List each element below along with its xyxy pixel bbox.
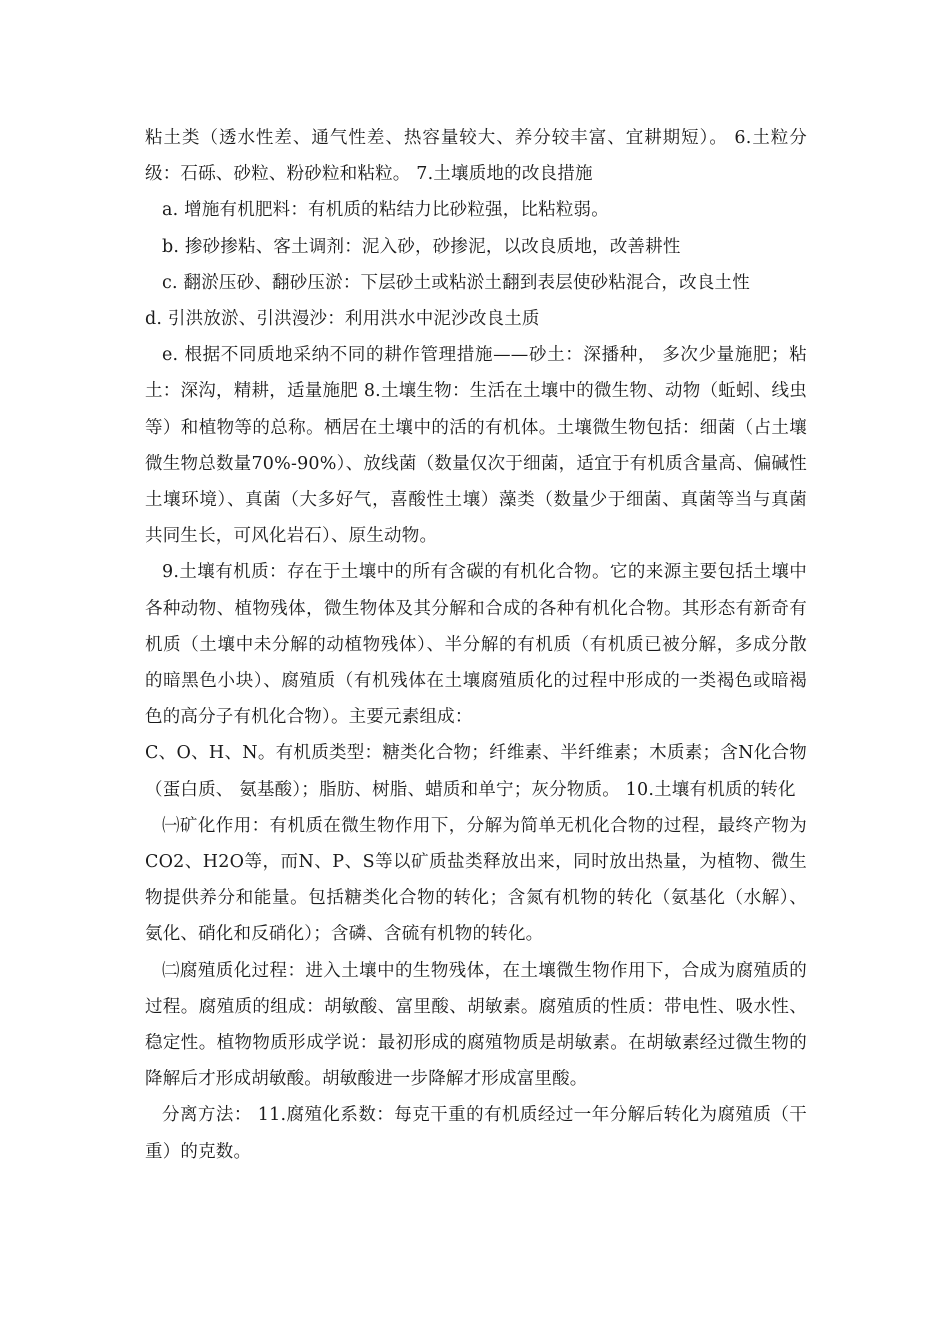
paragraph-clay-and-texture-improvement: 粘土类（透水性差、通气性差、热容量较大、养分较丰富、宜耕期短）。 6.土粒分级：石砾、砂粒、粉砂粒和粘粒。 7.土壤质地的改良措施	[145, 128, 807, 185]
paragraph-measure-b: b. 掺砂掺粘、客土调剂：泥入砂，砂掺泥，以改良质地，改善耕性	[162, 236, 681, 257]
paragraph-measure-c: c. 翻淤压砂、翻砂压淤：下层砂土或粘淤土翻到表层使砂粘混合，改良土性	[162, 272, 750, 293]
paragraph-measure-a: a. 增施有机肥料：有机质的粘结力比砂粒强，比粘粒弱。	[162, 200, 609, 221]
paragraph-measure-e-soil-organisms: e. 根据不同质地采纳不同的耕作管理措施——砂土：深播种， 多次少量施肥；粘土：深沟，精耕，适量施肥 8.土壤生物：生活在土壤中的微生物、动物（蚯蚓、线虫等）和植物等的总称。栖居在土壤中的活的有机体。土壤微生物包括：细菌（占土壤微生物总数量70%-90%）、放线菌（数量仅次于细菌，适宜于有机质含量高、偏碱性土壤环境）、真菌（大多好气，喜酸性土壤）藻类（数量少于细菌、真菌等当与真菌共同生长，可风化岩石）、原生动物。	[145, 345, 807, 547]
paragraph-measure-d: d. 引洪放淤、引洪漫沙：利用洪水中泥沙改良土质	[145, 309, 540, 330]
paragraph-mineralization: ㈠矿化作用：有机质在微生物作用下，分解为简单无机化合物的过程，最终产物为CO2、H2O等，而N、P、S等以矿质盐类释放出来，同时放出热量，为植物、微生物提供养分和能量。包括糖类化合物的转化；含氮有机物的转化（氨基化（水解）、氨化、硝化和反硝化）；含磷、含硫有机物的转化。	[145, 815, 807, 945]
paragraph-soil-organic-matter: 9.土壤有机质：存在于土壤中的所有含碳的有机化合物。它的来源主要包括土壤中各种动物、植物残体，微生物体及其分解和合成的各种有机化合物。其形态有新奇有机质（土壤中未分解的动植物残体）、半分解的有机质（有机质已被分解，多成分散的暗黑色小块）、腐殖质（有机残体在土壤腐殖质化的过程中形成的一类褐色或暗褐色的高分子有机化合物）。主要元素组成：	[145, 562, 807, 728]
paragraph-humification: ㈡腐殖质化过程：进入土壤中的生物残体，在土壤微生物作用下，合成为腐殖质的过程。腐殖质的组成：胡敏酸、富里酸、胡敏素。腐殖质的性质：带电性、吸水性、稳定性。植物物质形成学说：最初形成的腐殖物质是胡敏素。在胡敏素经过微生物的降解后才形成胡敏酸。胡敏酸进一步降解才形成富里酸。	[145, 960, 807, 1090]
document-body	[145, 120, 807, 1170]
paragraph-organic-matter-types: C、O、H、N。有机质类型：糖类化合物；纤维素、半纤维素；木质素；含N化合物（蛋白质、 氨基酸）；脂肪、树脂、蜡质和单宁；灰分物质。 10.土壤有机质的转化	[145, 743, 807, 800]
paragraph-humification-coefficient: 分离方法： 11.腐殖化系数：每克干重的有机质经过一年分解后转化为腐殖质（干重）的克数。	[145, 1105, 807, 1162]
